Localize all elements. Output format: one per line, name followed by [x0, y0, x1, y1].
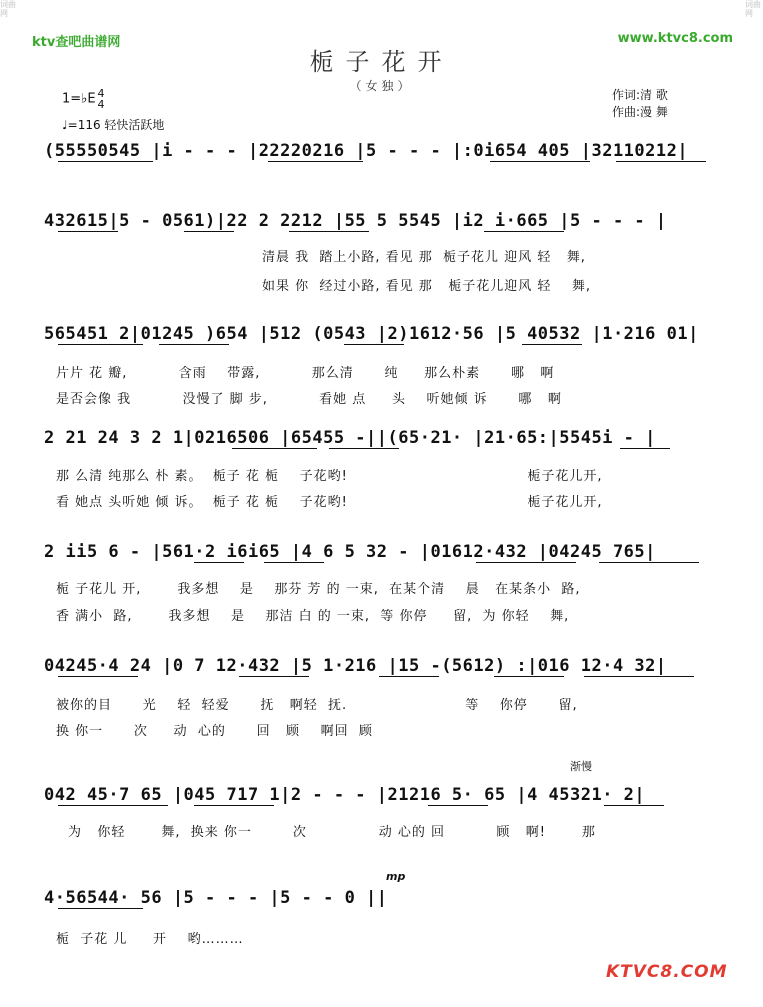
time-signature: 4 4 — [97, 87, 105, 111]
beam-line — [58, 805, 168, 806]
beam-line — [58, 344, 143, 345]
lyric-line: 换 你一 次 动 心的 回 顾 啊回 顾 — [56, 724, 373, 739]
dynamic-marking: mp — [386, 870, 406, 883]
beam-line — [329, 448, 399, 449]
beam-line — [232, 448, 317, 449]
lyricist-credit: 作词:清 歌 — [612, 88, 668, 102]
beam-line — [476, 562, 576, 563]
notes-row-6: 04245·4 24 |0 7 12·432 |5 1·216 |15 -(5612) :|016 12·4 32| — [44, 656, 667, 676]
lyric-line: 被你的目 光 轻 轻爱 抚 啊轻 抚. 等 你停 留, — [56, 698, 578, 713]
beam-line — [289, 231, 369, 232]
beam-line — [604, 805, 664, 806]
staff-row-6 — [44, 652, 710, 680]
lyric-line: 是否会像 我 没慢了 脚 步, 看她 点 头 听她倾 诉 哪 啊 — [56, 392, 562, 407]
beam-line — [584, 676, 694, 677]
beam-line — [58, 908, 143, 909]
beam-line — [194, 805, 274, 806]
notes-row-1: (55550545 |i - - - |22220216 |5 - - - |:0i654 405 |32110212| — [44, 141, 689, 161]
ritardando-marking: 渐慢 — [570, 760, 592, 773]
lyric-line: 栀 子花儿 开, 我多想 是 那芬 芳 的 一束, 在某个清 晨 在某条小 路, — [56, 582, 581, 597]
beam-line — [194, 562, 244, 563]
lyric-line: 那 么清 纯那么 朴 素。 栀子 花 栀 子花哟! 栀子花儿开, — [56, 469, 603, 484]
notes-row-8: 4·56544· 56 |5 - - - |5 - - 0 || — [44, 888, 388, 908]
composer-credit: 作曲:漫 舞 — [612, 105, 668, 119]
beam-line — [522, 344, 582, 345]
lyric-line: 看 她点 头听她 倾 诉。 栀子 花 栀 子花哟! 栀子花儿开, — [56, 495, 603, 510]
staff-row-7 — [44, 781, 710, 809]
lyric-line: 如果 你 经过小路, 看见 那 栀子花儿迎风 轻 舞, — [262, 279, 591, 294]
staff-row-1 — [44, 137, 710, 165]
beam-line — [484, 231, 564, 232]
notes-row-5: 2 ii5 6 - |561·2 i6i65 |4 6 5 32 - |01612·432 |04245 765| — [44, 542, 656, 562]
ktvc8-logo[interactable]: KTVC8.COM — [606, 962, 728, 982]
notes-row-7: 042 45·7 65 |045 717 1|2 - - - |21216 5· 65 |4 45321· 2| — [44, 785, 646, 805]
song-subtitle: （女独） — [349, 79, 414, 93]
side-watermark-left: 词曲网 — [0, 0, 16, 18]
staff-row-4 — [44, 424, 710, 452]
lyric-line: 香 满小 路, 我多想 是 那洁 白 的 一束, 等 你停 留, 为 你轻 舞, — [56, 609, 570, 624]
staff-row-8 — [44, 884, 710, 912]
beam-line — [490, 161, 590, 162]
staff-row-3 — [44, 320, 710, 348]
lyric-line: 清晨 我 踏上小路, 看见 那 栀子花儿 迎风 轻 舞, — [262, 250, 586, 265]
notes-row-3: 565451 2|01245 )654 |512 (0543 |2)1612·56 |5 40532 |1·216 01| — [44, 324, 699, 344]
beam-line — [379, 676, 439, 677]
notes-row-4: 2 21 24 3 2 1|0216506 |65455 -||(65·21· |21·65:|5545i - | — [44, 428, 656, 448]
key-signature: 1=♭E 4 4 — [62, 87, 105, 111]
beam-line — [184, 231, 234, 232]
beam-line — [58, 161, 153, 162]
tempo-marking: ♩=116 轻快活跃地 — [62, 118, 165, 132]
beam-line — [239, 676, 309, 677]
beam-line — [620, 448, 670, 449]
beam-line — [159, 344, 229, 345]
site-logo-left[interactable]: ktv查吧曲谱网 — [32, 35, 121, 50]
beam-line — [268, 161, 363, 162]
beam-line — [344, 344, 404, 345]
song-title: 栀子花开 — [309, 48, 454, 76]
beam-line — [58, 676, 138, 677]
lyric-line: 片片 花 瓣, 含雨 带露, 那么清 纯 那么朴素 哪 啊 — [56, 366, 555, 381]
side-watermark-right: 词曲网 — [745, 0, 761, 18]
notes-row-2: 432615|5 - 0561)|22 2 2212 |55 5 5545 |i2 i·665 |5 - - - | — [44, 211, 667, 231]
beam-line — [428, 805, 488, 806]
lyric-line: 为 你轻 舞, 换来 你一 次 动 心的 回 顾 啊! 那 — [68, 825, 596, 840]
beam-line — [599, 562, 699, 563]
beam-line — [616, 161, 706, 162]
lyric-line: 栀 子花 儿 开 哟……… — [56, 932, 244, 947]
beam-line — [264, 562, 324, 563]
beam-line — [494, 676, 564, 677]
beam-line — [58, 231, 118, 232]
staff-row-2 — [44, 207, 710, 235]
staff-row-5 — [44, 538, 710, 566]
site-url-right[interactable]: www.ktvc8.com — [617, 31, 733, 46]
